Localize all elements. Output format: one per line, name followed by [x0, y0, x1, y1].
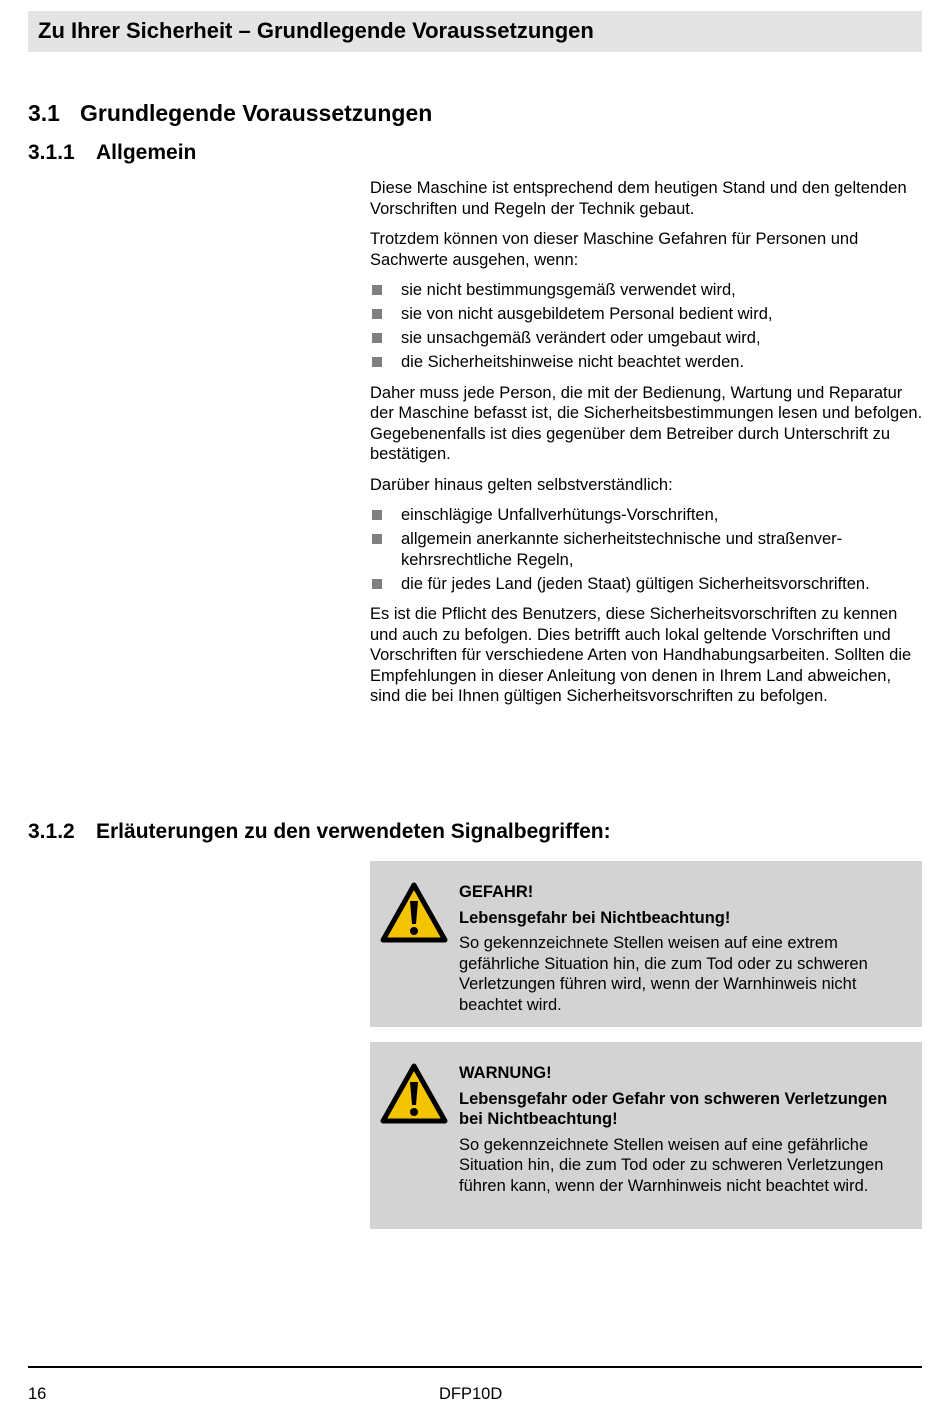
- paragraph: Es ist die Pflicht des Benutzers, diese Sicherheitsvorschriften zu kennen und auch zu befolgen. Dies betrifft auch lokal geltende Vorschriften und Vorschriften für verschiedene Arten von Handhabungsarbeiten. Sollten die Empfehlungen in dieser Anleitung von denen in Ihrem Land abweichen, sind die bei Ihnen gültigen Sicherheitsvorschriften zu befolgen.: [370, 605, 912, 705]
- warning-triangle-icon: [379, 1062, 449, 1126]
- list-item: allgemein anerkannte sicherheitstechnische und straßenverkehrsrechtliche Regeln,: [370, 529, 925, 570]
- list-item: sie nicht bestimmungsgemäß verwendet wird,: [370, 280, 925, 301]
- warning-notice-text: [459, 1063, 899, 1196]
- square-bullet-icon: [372, 285, 382, 295]
- subsection-title: Allgemein: [96, 141, 197, 164]
- notice-description: So gekennzeichnete Stellen weisen auf eine extrem gefährliche Situation hin, die zum Tod oder zu schweren Verletzungen führen wird, wenn der Warnhinweis nicht beachtet wird.: [459, 934, 868, 1014]
- subsection-number: 3.1.1: [28, 141, 75, 164]
- danger-notice-text: [459, 882, 899, 1015]
- paragraph: Darüber hinaus gelten selbstverständlich:: [370, 475, 673, 494]
- square-bullet-icon: [372, 510, 382, 520]
- list-item: sie unsachgemäß verändert oder umgebaut wird,: [370, 328, 925, 349]
- subsection-heading-allgemein: [28, 141, 196, 165]
- notice-description: So gekennzeichnete Stellen weisen auf eine gefährliche Situation hin, die zum Tod oder zu schweren Verletzungen führen kann, wenn der Warnhinweis nicht beachtet wird.: [459, 1135, 884, 1195]
- list-item: einschlägige Unfallverhütungs-Vorschriften,: [370, 505, 925, 526]
- list-item: die für jedes Land (jeden Staat) gültigen Sicherheitsvorschriften.: [370, 574, 925, 595]
- model-name: DFP10D: [439, 1385, 503, 1403]
- allgemein-body: [370, 178, 925, 717]
- section-heading: [28, 100, 432, 127]
- paragraph: Diese Maschine ist entsprechend dem heutigen Stand und den geltenden Vorschriften und Regeln der Technik gebaut.: [370, 179, 907, 218]
- subsection-title: Erläuterungen zu den verwendeten Signalbegriffen:: [96, 820, 611, 843]
- signal-word: GEFAHR!: [459, 883, 534, 901]
- header-title: Zu Ihrer Sicherheit – Grundlegende Voraussetzungen: [38, 18, 594, 43]
- page-number: 16: [28, 1385, 47, 1403]
- square-bullet-icon: [372, 309, 382, 319]
- paragraph: Trotzdem können von dieser Maschine Gefahren für Personen und Sachwerte ausgehen, wenn:: [370, 230, 859, 269]
- paragraph: Daher muss jede Person, die mit der Bedienung, Wartung und Reparatur der Maschine befasst ist, die Sicherheitsbestimmungen lesen und befolgen. Gegebenenfalls ist dies gegenüber dem Betreiber durch Unterschrift zu bestätigen.: [370, 383, 923, 463]
- list-item: die Sicherheitshinweise nicht beachtet werden.: [370, 352, 925, 373]
- notice-subtitle: Lebensgefahr oder Gefahr von schweren Verletzungen bei Nichtbeachtung!: [459, 1089, 888, 1128]
- danger-notice-box: [370, 861, 922, 1027]
- warning-notice-box: [370, 1042, 922, 1229]
- subsection-heading-signalbegriffe: [28, 820, 611, 844]
- notice-subtitle: Lebensgefahr bei Nichtbeachtung!: [459, 908, 731, 927]
- warning-triangle-icon: [379, 881, 449, 945]
- footer-divider: [28, 1366, 922, 1368]
- section-number: 3.1: [28, 100, 60, 126]
- square-bullet-icon: [372, 333, 382, 343]
- square-bullet-icon: [372, 579, 382, 589]
- square-bullet-icon: [372, 534, 382, 544]
- subsection-number: 3.1.2: [28, 820, 75, 843]
- hazard-conditions-list: [370, 280, 925, 373]
- signal-word: WARNUNG!: [459, 1064, 552, 1082]
- list-item: sie von nicht ausgebildetem Personal bedient wird,: [370, 304, 925, 325]
- regulations-list: [370, 505, 925, 594]
- square-bullet-icon: [372, 357, 382, 367]
- section-title: Grundlegende Voraussetzungen: [80, 100, 433, 126]
- page-header: [28, 11, 922, 52]
